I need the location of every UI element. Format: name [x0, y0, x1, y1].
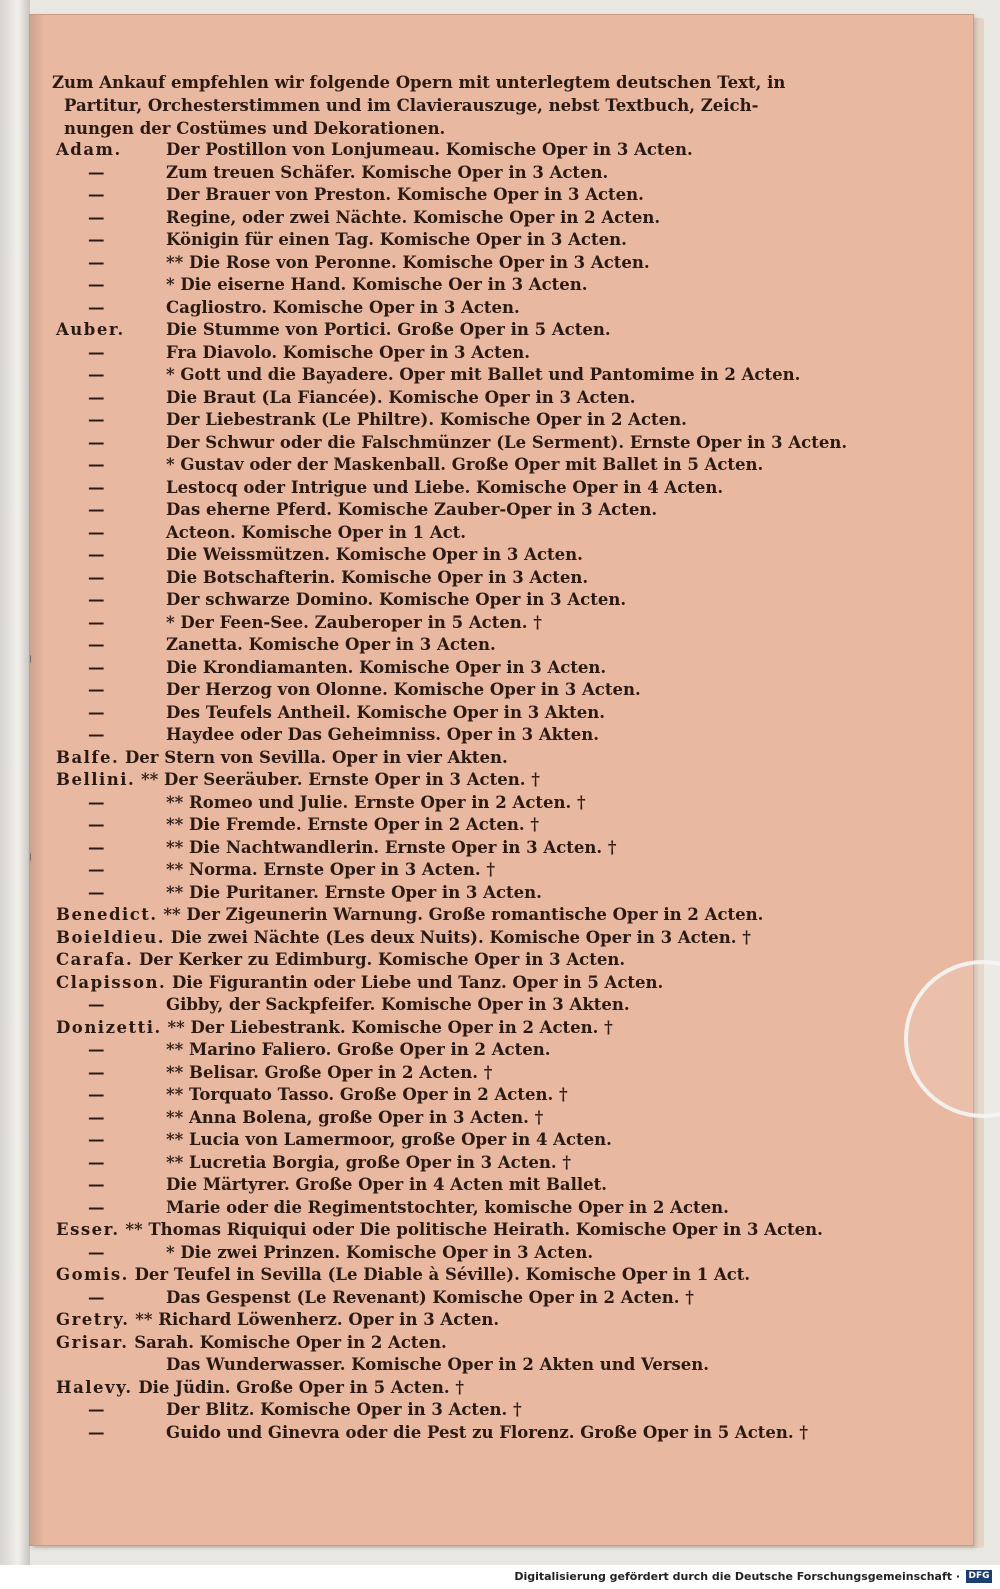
- ditto-dash: —: [88, 725, 105, 744]
- work-title: Der Brauer von Preston. Komische Oper in 3 Acten.: [166, 185, 644, 204]
- work-title: ** Anna Bolena, große Oper in 3 Acten. †: [166, 1107, 544, 1127]
- work-title: Fra Diavolo. Komische Oper in 3 Acten.: [166, 342, 530, 362]
- list-item: [52, 1198, 952, 1221]
- work-title: Der Herzog von Olonne. Komische Oper in 3 Acten.: [166, 680, 641, 699]
- composer-name: Benedict.: [56, 905, 158, 924]
- list-item: [52, 500, 952, 523]
- list-item: [52, 793, 952, 816]
- ditto-dash: —: [88, 1287, 105, 1307]
- work-title: Die Botschafterin. Komische Oper in 3 Acten.: [166, 567, 589, 587]
- ditto-dash: —: [88, 792, 105, 812]
- list-item: [52, 725, 952, 748]
- ditto-dash: —: [88, 1085, 105, 1104]
- list-item: [52, 410, 952, 433]
- work-title: ** Die Rose von Peronne. Komische Oper in 3 Acten.: [166, 252, 650, 272]
- work-title: Marie oder die Regimentstochter, komische Oper in 2 Acten.: [166, 1197, 729, 1217]
- work-title: Das eherne Pferd. Komische Zauber-Oper in 3 Acten.: [166, 500, 658, 519]
- ditto-dash: —: [88, 365, 105, 384]
- composer-name: Halevy.: [56, 1377, 133, 1397]
- intro-line: Partitur, Orchesterstimmen und im Clavierauszuge, nebst Textbuch, Zeich-: [64, 96, 759, 115]
- work-title: Gibby, der Sackpfeifer. Komische Oper in 3 Akten.: [166, 995, 630, 1014]
- work-title: Des Teufels Antheil. Komische Oper in 3 Akten.: [166, 702, 606, 722]
- ditto-dash: —: [88, 185, 105, 204]
- list-item: [52, 635, 952, 658]
- list-item: [52, 1243, 952, 1266]
- list-item: [52, 253, 952, 276]
- ditto-dash: —: [88, 410, 105, 429]
- ditto-dash: —: [88, 275, 105, 294]
- list-item: [52, 163, 952, 186]
- work-title: Die Märtyrer. Große Oper in 4 Acten mit Ballet.: [166, 1175, 608, 1194]
- work-title: Lestocq oder Intrigue und Liebe. Komische Oper in 4 Acten.: [166, 477, 724, 497]
- composer-name: Carafa.: [56, 950, 134, 969]
- list-item: [52, 523, 952, 546]
- binding-mark: [29, 655, 31, 663]
- work-title: Die Weissmützen. Komische Oper in 3 Acten.: [166, 545, 583, 564]
- composer-name: Bellini.: [56, 770, 136, 789]
- work-title: Die Figurantin oder Liebe und Tanz. Oper in 5 Acten.: [171, 972, 664, 992]
- list-item: [52, 388, 952, 411]
- list-item: [52, 455, 952, 478]
- list-item: [52, 748, 952, 771]
- ditto-dash: —: [88, 500, 105, 519]
- composer-name: Adam.: [56, 140, 122, 159]
- work-title: Königin für einen Tag. Komische Oper in 3 Acten.: [166, 230, 627, 249]
- work-title: ** Die Nachtwandlerin. Ernste Oper in 3 Acten. †: [166, 837, 617, 857]
- list-item: [52, 613, 952, 636]
- work-title: * Der Feen-See. Zauberoper in 5 Acten. †: [166, 612, 542, 632]
- list-item: [52, 1310, 952, 1333]
- work-title: * Die eiserne Hand. Komische Oer in 3 Acten.: [166, 275, 588, 294]
- list-item: [52, 928, 952, 951]
- list-item: [52, 680, 952, 703]
- list-item: [52, 973, 952, 996]
- list-item: [52, 140, 952, 163]
- work-title: Guido und Ginevra oder die Pest zu Florenz. Große Oper in 5 Acten. †: [166, 1422, 809, 1442]
- ditto-dash: —: [88, 1175, 105, 1194]
- intro-line: Zum Ankauf empfehlen wir folgende Opern mit unterlegtem deutschen Text, in: [52, 73, 786, 92]
- work-title: * Die zwei Prinzen. Komische Oper in 3 Acten.: [166, 1242, 594, 1262]
- intro-line: nungen der Costümes und Dekorationen.: [64, 119, 446, 138]
- funding-notice: Digitalisierung gefördert durch die Deutsche Forschungsgemeinschaft ·: [514, 1570, 960, 1583]
- list-item: [52, 478, 952, 501]
- ditto-dash: —: [88, 882, 105, 902]
- work-title: ** Die Puritaner. Ernste Oper in 3 Acten.: [166, 882, 542, 902]
- list-item: [52, 1108, 952, 1131]
- ditto-dash: —: [88, 1242, 105, 1262]
- list-item: [52, 1018, 952, 1041]
- work-title: Regine, oder zwei Nächte. Komische Oper in 2 Acten.: [166, 207, 661, 227]
- list-item: [52, 1423, 952, 1446]
- list-item: [52, 230, 952, 253]
- ditto-dash: —: [88, 545, 105, 564]
- work-title: ** Die Fremde. Ernste Oper in 2 Acten. †: [166, 815, 539, 834]
- ditto-dash: —: [88, 522, 105, 542]
- work-title: ** Thomas Riquiqui oder Die politische Heirath. Komische Oper in 3 Acten.: [125, 1220, 823, 1239]
- ditto-dash: —: [88, 1062, 105, 1082]
- work-title: Das Wunderwasser. Komische Oper in 2 Akten und Versen.: [166, 1355, 709, 1374]
- ditto-dash: —: [88, 432, 105, 452]
- composer-name: Boieldieu.: [56, 927, 166, 947]
- ditto-dash: —: [88, 612, 105, 632]
- work-title: Acteon. Komische Oper in 1 Act.: [166, 522, 467, 542]
- work-title: Die Krondiamanten. Komische Oper in 3 Acten.: [166, 657, 607, 677]
- composer-name: Gomis.: [56, 1265, 129, 1284]
- list-item: [52, 1063, 952, 1086]
- work-title: Die Jüdin. Große Oper in 5 Acten. †: [138, 1377, 464, 1397]
- ditto-dash: —: [88, 860, 105, 879]
- work-title: Cagliostro. Komische Oper in 3 Acten.: [166, 297, 520, 317]
- work-title: ** Lucia von Lamermoor, große Oper in 4 Acten.: [166, 1130, 612, 1149]
- work-title: Die Braut (La Fiancée). Komische Oper in 3 Acten.: [166, 387, 636, 407]
- list-item: [52, 343, 952, 366]
- ditto-dash: —: [88, 1197, 105, 1217]
- composer-name: Auber.: [56, 320, 125, 339]
- footer-bar: [0, 1565, 1000, 1589]
- list-item: [52, 950, 952, 973]
- list-item: [52, 995, 952, 1018]
- ditto-dash: —: [88, 657, 105, 677]
- work-title: ** Der Zigeunerin Warnung. Große romantische Oper in 2 Acten.: [163, 905, 764, 924]
- list-item: [52, 1355, 952, 1378]
- work-title: ** Torquato Tasso. Große Oper in 2 Acten. †: [166, 1085, 568, 1104]
- previous-page-edge: [0, 0, 30, 1565]
- work-title: Die Stumme von Portici. Große Oper in 5 Acten.: [166, 320, 611, 339]
- ditto-dash: —: [88, 297, 105, 317]
- work-title: ** Der Liebestrank. Komische Oper in 2 Acten. †: [167, 1017, 613, 1037]
- list-item: [52, 1288, 952, 1311]
- list-item: [52, 1400, 952, 1423]
- ditto-dash: —: [88, 342, 105, 362]
- composer-name: Donizetti.: [56, 1017, 162, 1037]
- composer-name: Esser.: [56, 1220, 120, 1239]
- list-item: [52, 860, 952, 883]
- list-item: [52, 568, 952, 591]
- ditto-dash: —: [88, 455, 105, 474]
- composer-name: Grisar.: [56, 1332, 129, 1352]
- work-title: Haydee oder Das Geheimniss. Oper in 3 Akten.: [166, 725, 599, 744]
- intro-paragraph: [52, 71, 952, 140]
- work-title: * Gott und die Bayadere. Oper mit Ballet und Pantomime in 2 Acten.: [166, 365, 801, 384]
- work-title: Der schwarze Domino. Komische Oper in 3 Acten.: [166, 590, 627, 609]
- composer-name: Balfe.: [56, 747, 120, 767]
- ditto-dash: —: [88, 162, 105, 182]
- work-title: Die zwei Nächte (Les deux Nuits). Komische Oper in 3 Acten. †: [170, 927, 751, 947]
- ditto-dash: —: [88, 1107, 105, 1127]
- list-item: [52, 1333, 952, 1356]
- ditto-dash: —: [88, 815, 105, 834]
- list-item: [52, 770, 952, 793]
- list-item: [52, 883, 952, 906]
- ditto-dash: —: [88, 680, 105, 699]
- list-item: [52, 1220, 952, 1243]
- list-item: [52, 838, 952, 861]
- list-item: [52, 208, 952, 231]
- ditto-dash: —: [88, 252, 105, 272]
- document-page: [29, 14, 974, 1546]
- composer-name: Gretry.: [56, 1310, 130, 1329]
- ditto-dash: —: [88, 995, 105, 1014]
- page-gutter-shadow: [30, 15, 44, 1545]
- work-title: ** Belisar. Große Oper in 2 Acten. †: [166, 1062, 493, 1082]
- list-item: [52, 1378, 952, 1401]
- work-title: ** Romeo und Julie. Ernste Oper in 2 Acten. †: [166, 792, 586, 812]
- list-item: [52, 1040, 952, 1063]
- work-title: Der Teufel in Sevilla (Le Diable à Séville). Komische Oper in 1 Act.: [134, 1265, 751, 1284]
- work-title: Zum treuen Schäfer. Komische Oper in 3 Acten.: [166, 162, 609, 182]
- work-title: Das Gespenst (Le Revenant) Komische Oper in 2 Acten. †: [166, 1287, 694, 1307]
- ditto-dash: —: [88, 207, 105, 227]
- composer-name: Clapisson.: [56, 972, 167, 992]
- ditto-dash: —: [88, 635, 105, 654]
- ditto-dash: —: [88, 567, 105, 587]
- list-item: [52, 1265, 952, 1288]
- work-title: ** Lucretia Borgia, große Oper in 3 Acten. †: [166, 1152, 571, 1172]
- dfg-logo: DFG: [966, 1570, 992, 1583]
- work-title: Der Stern von Sevilla. Oper in vier Akten.: [125, 747, 508, 767]
- list-item: [52, 275, 952, 298]
- work-title: ** Marino Faliero. Große Oper in 2 Acten.: [166, 1040, 551, 1059]
- list-item: [52, 815, 952, 838]
- list-item: [52, 1085, 952, 1108]
- document-text: [52, 71, 952, 1445]
- ditto-dash: —: [88, 1152, 105, 1172]
- list-item: [52, 320, 952, 343]
- list-item: [52, 590, 952, 613]
- list-item: [52, 703, 952, 726]
- list-item: [52, 1175, 952, 1198]
- work-title: * Gustav oder der Maskenball. Große Oper mit Ballet in 5 Acten.: [166, 455, 764, 474]
- ditto-dash: —: [88, 702, 105, 722]
- list-item: [52, 298, 952, 321]
- work-title: ** Der Seeräuber. Ernste Oper in 3 Acten. †: [141, 770, 540, 789]
- ditto-dash: —: [88, 477, 105, 497]
- ditto-dash: —: [88, 1040, 105, 1059]
- binding-mark: [29, 853, 31, 861]
- list-item: [52, 1153, 952, 1176]
- work-title: Der Blitz. Komische Oper in 3 Acten. †: [166, 1400, 522, 1419]
- work-title: ** Richard Löwenherz. Oper in 3 Acten.: [135, 1310, 500, 1329]
- work-title: Der Liebestrank (Le Philtre). Komische Oper in 2 Acten.: [166, 410, 687, 429]
- list-item: [52, 1130, 952, 1153]
- ditto-dash: —: [88, 1422, 105, 1442]
- work-title: Sarah. Komische Oper in 2 Acten.: [134, 1332, 447, 1352]
- list-item: [52, 545, 952, 568]
- work-title: Der Postillon von Lonjumeau. Komische Oper in 3 Acten.: [166, 140, 693, 159]
- ditto-dash: —: [88, 1130, 105, 1149]
- opera-list: [52, 140, 952, 1445]
- work-title: Der Schwur oder die Falschmünzer (Le Serment). Ernste Oper in 3 Acten.: [166, 432, 848, 452]
- ditto-dash: —: [88, 590, 105, 609]
- list-item: [52, 433, 952, 456]
- work-title: Zanetta. Komische Oper in 3 Acten.: [166, 635, 496, 654]
- list-item: [52, 365, 952, 388]
- ditto-dash: —: [88, 387, 105, 407]
- ditto-dash: —: [88, 1400, 105, 1419]
- list-item: [52, 905, 952, 928]
- list-item: [52, 185, 952, 208]
- list-item: [52, 658, 952, 681]
- ditto-dash: —: [88, 837, 105, 857]
- work-title: Der Kerker zu Edimburg. Komische Oper in 3 Acten.: [139, 950, 626, 969]
- work-title: ** Norma. Ernste Oper in 3 Acten. †: [166, 860, 496, 879]
- ditto-dash: —: [88, 230, 105, 249]
